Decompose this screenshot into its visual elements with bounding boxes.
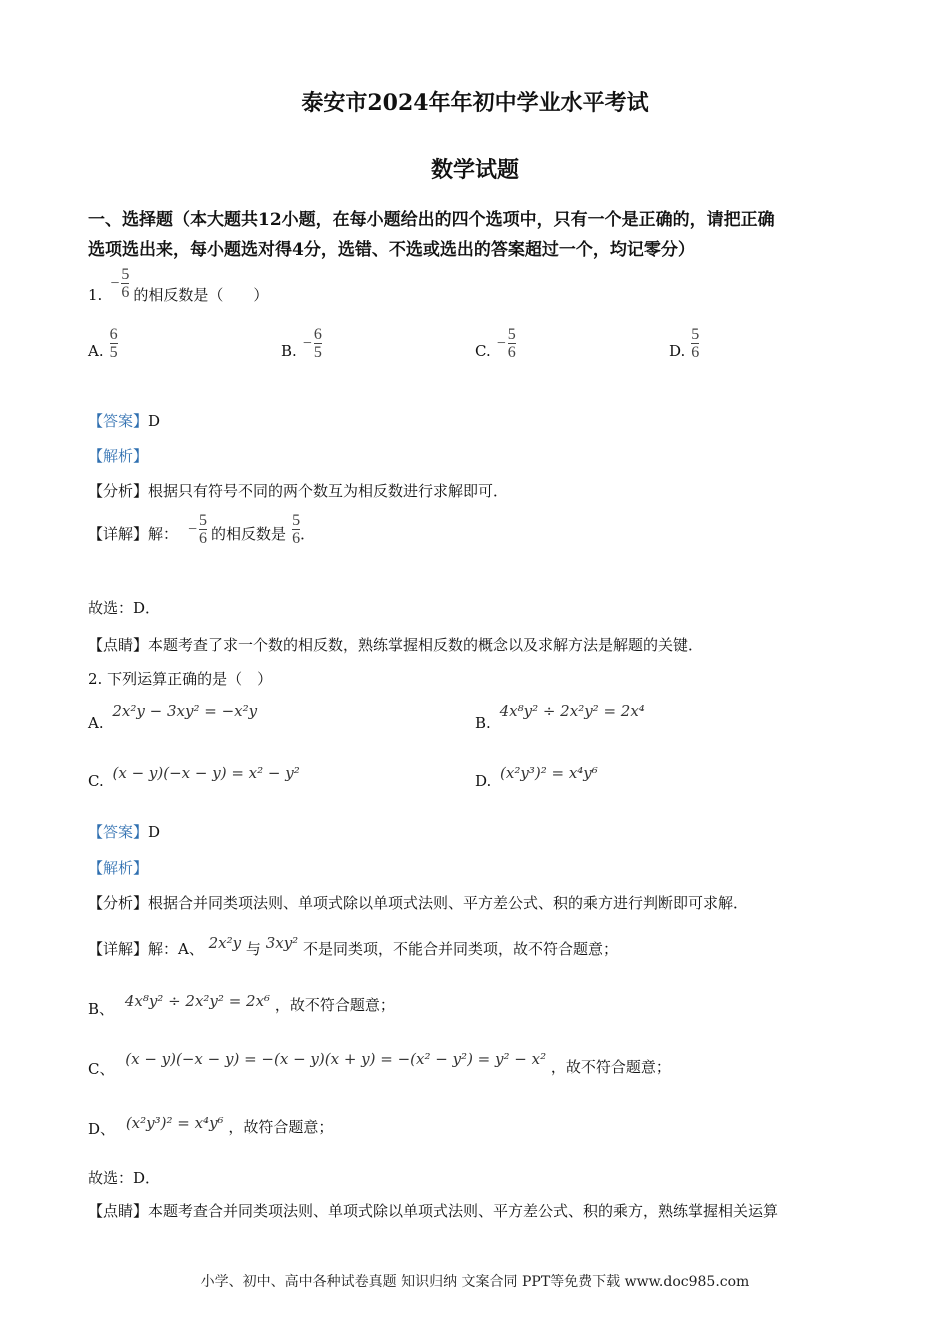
detail-suffix: 不是同类项，不能合并同类项，故不符合题意； <box>302 940 618 958</box>
detail-prefix: 【详解】解：A、 <box>88 940 204 958</box>
fraction-numerator: 6 <box>313 326 322 343</box>
question-2-stem: 2. 下列运算正确的是（ ） <box>88 670 273 688</box>
detail-b <box>88 990 395 1018</box>
key-point: 【点睛】本题考查合并同类项法则、单项式除以单项式法则、平方差公式、积的乘方，熟练掌握相关运算 <box>88 1202 779 1220</box>
fraction-sign: − <box>188 520 198 538</box>
answer-line <box>88 821 160 842</box>
fraction <box>314 326 322 361</box>
footer: 小学、初中、高中各种试卷真题 知识归纳 文案合同 PPT等免费下载 www.doc985.com <box>200 1274 750 1290</box>
fraction-numerator: 5 <box>691 326 700 343</box>
expression: (x²y³)² = x⁴y⁶ <box>125 1114 224 1132</box>
detail-label: D、 <box>88 1120 116 1138</box>
question-1-suffix: 的相反数是（ ） <box>133 286 269 304</box>
fraction-denominator: 6 <box>691 344 700 361</box>
detail-suffix: ，故不符合题意； <box>550 1058 671 1076</box>
question-1-stem <box>88 262 268 305</box>
analysis-tag: 【解析】 <box>88 859 149 877</box>
fraction-denominator: 6 <box>199 530 208 547</box>
detail-prefix: 【详解】解： <box>88 525 179 543</box>
page-title: 泰安市2024年年初中学业水平考试 <box>301 90 649 116</box>
option-expression: 4x⁸y² ÷ 2x²y² = 2x⁴ <box>499 702 645 720</box>
option-b <box>281 326 322 361</box>
fraction <box>508 326 516 361</box>
expression: 4x⁸y² ÷ 2x²y² = 2x⁶ <box>124 992 271 1010</box>
answer-tag: 【答案】 <box>88 412 149 430</box>
option-label: B. <box>281 341 297 360</box>
fraction-sign: − <box>110 274 120 292</box>
fraction-numerator: 6 <box>109 326 118 343</box>
option-label: B. <box>475 714 491 732</box>
fraction <box>199 512 207 547</box>
option-c <box>475 326 516 361</box>
fraction-numerator: 5 <box>121 266 130 283</box>
conclusion: 故选：D． <box>88 599 161 617</box>
option-a <box>88 702 258 732</box>
option-expression: 2x²y − 3xy² = −x²y <box>112 702 258 720</box>
section-heading-line2: 选项选出来，每小题选对得4分，选错、不选或选出的答案超过一个，均记零分） <box>88 240 695 260</box>
answer-tag: 【答案】 <box>88 823 149 841</box>
answer-line <box>88 410 160 431</box>
option-d <box>475 764 598 790</box>
conclusion: 故选：D． <box>88 1169 161 1187</box>
option-label: C. <box>475 341 491 360</box>
detail-label: C、 <box>88 1060 115 1078</box>
fraction-numerator: 5 <box>199 512 208 529</box>
detail-suffix: ，故不符合题意； <box>274 996 395 1014</box>
analysis-text: 【分析】根据合并同类项法则、单项式除以单项式法则、平方差公式、积的乘方进行判断即可求解． <box>88 894 749 912</box>
fraction <box>691 326 699 361</box>
option-d <box>669 326 699 361</box>
analysis-tag: 【解析】 <box>88 447 149 465</box>
fraction-denominator: 6 <box>507 344 516 361</box>
key-point: 【点睛】本题考查了求一个数的相反数，熟练掌握相反数的概念以及求解方法是解题的关键． <box>88 636 704 654</box>
option-expression: (x − y)(−x − y) = x² − y² <box>112 764 300 782</box>
option-label: C. <box>88 772 104 790</box>
detail-line <box>88 512 315 547</box>
detail-a <box>88 932 618 958</box>
expression: 2x²y <box>208 934 242 952</box>
answer-value: D <box>148 823 161 841</box>
page-subtitle: 数学试题 <box>430 157 519 183</box>
fraction <box>110 326 118 361</box>
answer-value: D <box>148 412 161 430</box>
expression: 3xy² <box>265 934 299 952</box>
fraction-sign: − <box>302 334 312 352</box>
option-b <box>475 702 645 732</box>
option-a <box>88 326 118 361</box>
question-number: 1. <box>88 285 103 304</box>
detail-label: B、 <box>88 1000 115 1018</box>
detail-connector: 与 <box>245 940 261 958</box>
fraction-sign: − <box>496 334 506 352</box>
option-expression: (x²y³)² = x⁴y⁶ <box>500 764 598 782</box>
option-label: D. <box>475 772 492 790</box>
option-label: A. <box>88 341 104 360</box>
detail-suffix: ，故符合题意； <box>228 1118 334 1136</box>
fraction <box>121 266 129 301</box>
fraction-denominator: 6 <box>292 530 301 547</box>
section-heading-line1: 一、选择题（本大题共12小题，在每小题给出的四个选项中，只有一个是正确的，请把正确 <box>88 210 775 230</box>
option-label: A. <box>88 714 104 732</box>
fraction-denominator: 5 <box>109 344 118 361</box>
analysis-text: 【分析】根据只有符号不同的两个数互为相反数进行求解即可． <box>88 482 509 500</box>
option-label: D. <box>669 341 686 360</box>
detail-end: ． <box>300 525 316 543</box>
detail-d <box>88 1112 334 1138</box>
option-c <box>88 764 300 790</box>
fraction <box>292 512 300 547</box>
fraction-denominator: 6 <box>121 284 130 301</box>
expression: (x − y)(−x − y) = −(x − y)(x + y) = −(x² − y²) = y² − x² <box>125 1050 547 1068</box>
fraction-numerator: 5 <box>507 326 516 343</box>
detail-mid: 的相反数是 <box>211 525 287 543</box>
detail-c <box>88 1048 671 1078</box>
fraction-denominator: 5 <box>313 344 322 361</box>
fraction-numerator: 5 <box>292 512 301 529</box>
